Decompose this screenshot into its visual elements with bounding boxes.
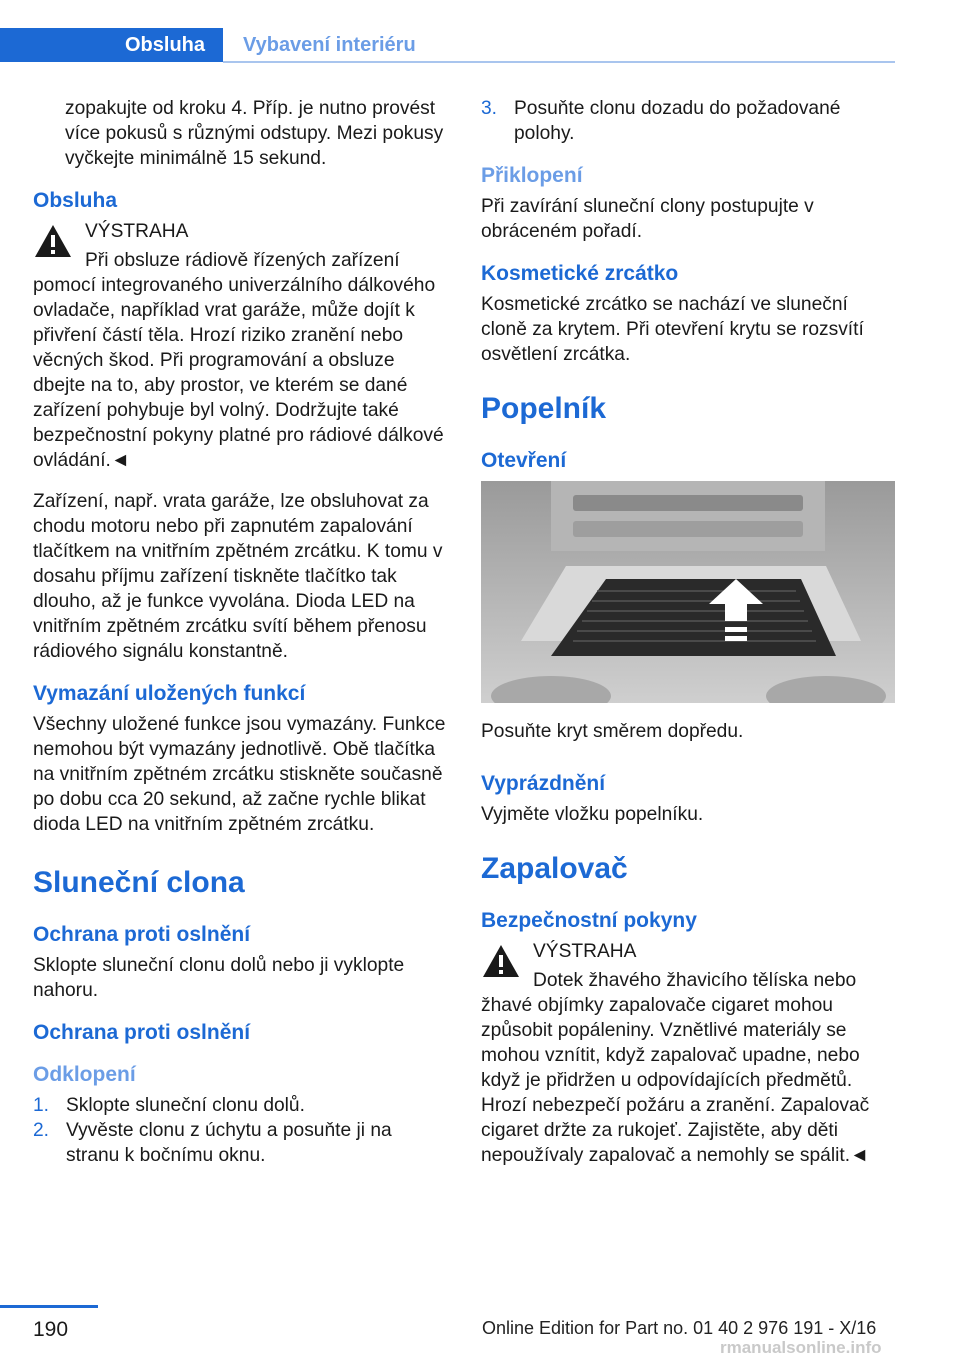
list-item — [481, 96, 895, 146]
warning-triangle-icon — [481, 943, 521, 979]
heading-odklopeni: Odklopení — [33, 1063, 136, 1086]
warning-text: Při obsluze rádiově řízených zařízení pomocí integrovaného univerzálního dálkového ovladače, například vrat garáže, může dojít k přivření částí těla. Hrozí riziko zranění nebo věcných škod. Při programování a obsluze dbejte na to, aby prostor, ve kterém se dané zařízení pohybuje byl volný. Dodržujte také bezpečnostní pokyny platné pro rádiové dálkové ovládání.◄ — [33, 250, 444, 471]
warning-title: VÝSTRAHA — [85, 221, 189, 242]
tab-obsluha[interactable]: Obsluha — [0, 28, 223, 62]
steps-list-continued — [481, 96, 895, 146]
footer-rule — [0, 1305, 98, 1308]
edition-note: Online Edition for Part no. 01 40 2 976 191 - X/16 — [482, 1318, 877, 1338]
heading-popelnik: Popelník — [481, 392, 607, 425]
warning-triangle-icon — [33, 223, 73, 259]
warning-text: Dotek žhavého žhavicího tělíska nebo žhavé objímky zapalovače cigaret mohou způsobit popáleniny. Vznětlivé materiály se mohou vznítit, když zapalovač upadne, nebo když je přidržen u odpovídajících předmětů. Hrozí nebezpečí požáru a zranění. Zapalovač cigaret držte za rukojeť. Zajistěte, aby děti nepoužívaly zapalovač a nemohly se spálit.◄ — [481, 970, 870, 1166]
step-number: 1. — [33, 1095, 50, 1116]
vyprazdneni-paragraph: Vyjměte vložku popelníku. — [481, 804, 704, 825]
step-number: 2. — [33, 1120, 50, 1141]
step-number: 3. — [481, 98, 498, 119]
kosmeticke-paragraph: Kosmetické zrcátko se nachází ve sluneční cloně za krytem. Při otevření krytu se rozsvítí osvětlení zrcátka. — [481, 294, 864, 365]
heading-otevreni: Otevření — [481, 449, 567, 472]
heading-vyprazdneni: Vyprázdnění — [481, 772, 606, 795]
warning-title: VÝSTRAHA — [533, 941, 637, 962]
page-number: 190 — [33, 1318, 69, 1341]
list-item — [33, 1118, 448, 1168]
step-text: Vyvěste clonu z úchytu a posuňte ji na stranu k bočnímu oknu. — [66, 1120, 392, 1166]
warning-block — [481, 939, 895, 1168]
heading-ochrana-1: Ochrana proti oslnění — [33, 923, 251, 946]
obsluha-paragraph: Zařízení, např. vrata garáže, lze obsluhovat za chodu motoru nebo při zapnutém zapalování tlačítkem na vnitřním zpětném zrcátku. K tomu v dosahu příjmu zařízení tiskněte tlačítko tak dlouho, až je funkce vyvolána. Dioda LED na vnitřním zpětném zrcátku svítí během přenosu rádiového signálu konstantně. — [33, 491, 443, 662]
warning-block — [33, 219, 448, 473]
heading-kosmeticke-zrcatko: Kosmetické zrcátko — [481, 262, 679, 285]
heading-slunecni-clona: Sluneční clona — [33, 866, 245, 899]
step-text: Sklopte sluneční clonu dolů. — [66, 1095, 305, 1116]
heading-vymazani: Vymazání uložených funkcí — [33, 682, 306, 705]
list-item — [33, 1093, 448, 1118]
otevreni-caption: Posuňte kryt směrem dopředu. — [481, 721, 744, 742]
header-divider — [223, 61, 895, 63]
ashtray-photo — [481, 481, 895, 703]
vymazani-paragraph: Všechny uložené funkce jsou vymazány. Funkce nemohou být vymazány jednotlivě. Obě tlačítka na vnitřním zpětném zrcátku stiskněte současně po dobu cca 20 sekund, až začne rychle blikat dioda LED na vnitřním zpětném zrcátku. — [33, 714, 446, 835]
watermark: rmanualsonline.info — [720, 1338, 882, 1357]
intro-paragraph: zopakujte od kroku 4. Příp. je nutno provést více pokusů s různými odstupy. Mezi pokusy vyčkejte minimálně 15 sekund. — [65, 98, 444, 169]
ochrana-paragraph: Sklopte sluneční clonu dolů nebo ji vyklopte nahoru. — [33, 955, 405, 1001]
left-column — [33, 96, 448, 1184]
chapter-tabs — [0, 28, 895, 64]
heading-bezpecnostni-pokyny: Bezpečnostní pokyny — [481, 909, 697, 932]
steps-list — [33, 1093, 448, 1168]
tab-vybaveni-interieru[interactable]: Vybavení interiéru — [243, 33, 416, 56]
step-text: Posuňte clonu dozadu do požadované polohy. — [514, 98, 841, 144]
heading-priklopeni: Přiklopení — [481, 164, 583, 187]
heading-obsluha: Obsluha — [33, 189, 118, 212]
heading-ochrana-2: Ochrana proti oslnění — [33, 1021, 251, 1044]
right-column — [481, 96, 895, 1184]
priklopeni-paragraph: Při zavírání sluneční clony postupujte v obráceném pořadí. — [481, 196, 814, 242]
heading-zapalovac: Zapalovač — [481, 852, 628, 885]
